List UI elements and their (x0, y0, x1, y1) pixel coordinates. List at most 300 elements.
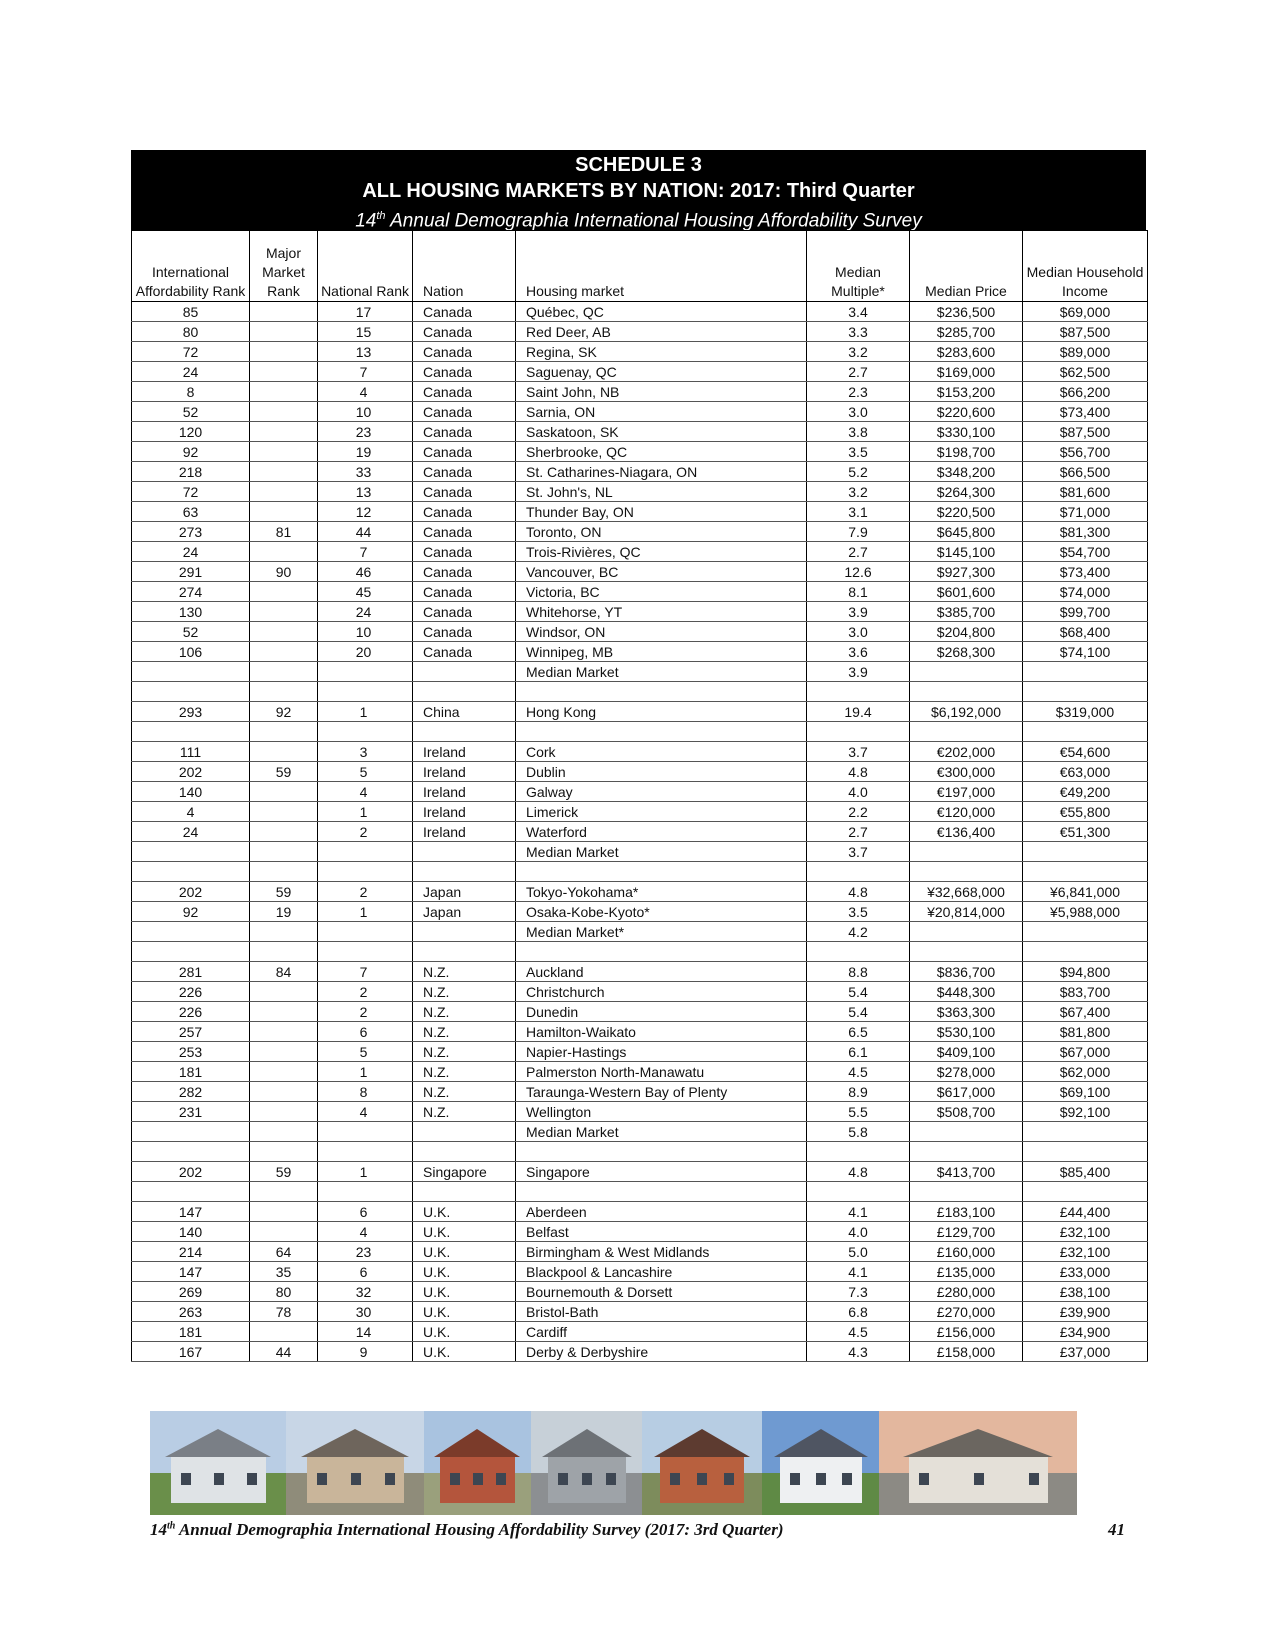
cell-median-multiple: 4.8 (807, 1162, 910, 1182)
table-row (132, 362, 1148, 382)
cell-intl-rank: 291 (132, 562, 250, 582)
cell-median-income: $87,500 (1023, 322, 1148, 342)
cell-national-rank: 46 (318, 562, 413, 582)
cell-median-income: $62,500 (1023, 362, 1148, 382)
cell-nation: Ireland (413, 802, 516, 822)
cell-median-multiple: 4.5 (807, 1322, 910, 1342)
cell-national-rank: 10 (318, 402, 413, 422)
cell-nation: U.K. (413, 1222, 516, 1242)
cell-nation: N.Z. (413, 1022, 516, 1042)
table-row (132, 1302, 1148, 1322)
table-row (132, 942, 1148, 962)
table-row (132, 462, 1148, 482)
cell-median-income: £38,100 (1023, 1282, 1148, 1302)
cell-median-income: £44,400 (1023, 1202, 1148, 1222)
cell-median-income (1023, 1182, 1148, 1202)
cell-housing-market: Galway (516, 782, 807, 802)
cell-nation: N.Z. (413, 1102, 516, 1122)
cell-median-multiple: 4.8 (807, 762, 910, 782)
cell-national-rank: 23 (318, 422, 413, 442)
cell-median-income: €49,200 (1023, 782, 1148, 802)
cell-nation: Canada (413, 362, 516, 382)
cell-median-multiple: 6.8 (807, 1302, 910, 1322)
cell-intl-rank: 8 (132, 382, 250, 402)
cell-median-income: $83,700 (1023, 982, 1148, 1002)
cell-national-rank: 19 (318, 442, 413, 462)
cell-median-income: $67,400 (1023, 1002, 1148, 1022)
cell-nation (413, 862, 516, 882)
cell-major-rank: 59 (250, 1162, 318, 1182)
cell-major-rank (250, 642, 318, 662)
table-row (132, 1262, 1148, 1282)
cell-major-rank: 64 (250, 1242, 318, 1262)
cell-nation: U.K. (413, 1242, 516, 1262)
table-row (132, 422, 1148, 442)
cell-housing-market: Victoria, BC (516, 582, 807, 602)
cell-median-income: $73,400 (1023, 562, 1148, 582)
cell-intl-rank: 214 (132, 1242, 250, 1262)
cell-intl-rank: 257 (132, 1022, 250, 1042)
cell-median-price: €300,000 (910, 762, 1023, 782)
cell-median-income: €55,800 (1023, 802, 1148, 822)
cell-nation: N.Z. (413, 982, 516, 1002)
cell-median-multiple: 6.5 (807, 1022, 910, 1042)
cell-median-price: $363,300 (910, 1002, 1023, 1022)
table-row (132, 642, 1148, 662)
cell-intl-rank: 218 (132, 462, 250, 482)
col-header-intl-rank: International Affordability Rank (132, 231, 250, 302)
cell-median-price: $330,100 (910, 422, 1023, 442)
cell-major-rank (250, 1022, 318, 1042)
cell-median-price: €197,000 (910, 782, 1023, 802)
cell-median-multiple: 8.1 (807, 582, 910, 602)
cell-median-income: €51,300 (1023, 822, 1148, 842)
cell-major-rank (250, 1202, 318, 1222)
cell-national-rank: 10 (318, 622, 413, 642)
table-row (132, 842, 1148, 862)
table-row (132, 782, 1148, 802)
cell-intl-rank: 202 (132, 882, 250, 902)
cell-median-price: £156,000 (910, 1322, 1023, 1342)
cell-major-rank (250, 682, 318, 702)
cell-intl-rank: 147 (132, 1202, 250, 1222)
col-header-major-rank: Major Market Rank (250, 231, 318, 302)
cell-median-price: $508,700 (910, 1102, 1023, 1122)
cell-intl-rank: 85 (132, 302, 250, 322)
cell-housing-market: Wellington (516, 1102, 807, 1122)
cell-median-income (1023, 942, 1148, 962)
cell-median-income: $56,700 (1023, 442, 1148, 462)
cell-median-income: $74,000 (1023, 582, 1148, 602)
cell-nation: N.Z. (413, 1082, 516, 1102)
cell-national-rank: 5 (318, 762, 413, 782)
cell-housing-market: Aberdeen (516, 1202, 807, 1222)
table-row (132, 702, 1148, 722)
cell-nation: Ireland (413, 782, 516, 802)
cell-nation: Canada (413, 602, 516, 622)
cell-median-multiple: 3.3 (807, 322, 910, 342)
cell-median-multiple: 3.7 (807, 842, 910, 862)
cell-median-price: £183,100 (910, 1202, 1023, 1222)
table-row (132, 342, 1148, 362)
table-row (132, 442, 1148, 462)
house-photo-4 (531, 1411, 642, 1515)
cell-median-multiple: 2.3 (807, 382, 910, 402)
cell-intl-rank (132, 942, 250, 962)
cell-median-income (1023, 1122, 1148, 1142)
cell-intl-rank: 226 (132, 1002, 250, 1022)
table-row (132, 322, 1148, 342)
cell-national-rank: 7 (318, 542, 413, 562)
cell-housing-market: Waterford (516, 822, 807, 842)
cell-major-rank (250, 782, 318, 802)
cell-median-multiple: 3.9 (807, 602, 910, 622)
cell-intl-rank: 202 (132, 1162, 250, 1182)
cell-major-rank (250, 402, 318, 422)
cell-national-rank: 1 (318, 1162, 413, 1182)
cell-major-rank (250, 342, 318, 362)
cell-housing-market: Belfast (516, 1222, 807, 1242)
cell-median-multiple: 5.8 (807, 1122, 910, 1142)
cell-nation: Canada (413, 622, 516, 642)
survey-title (131, 204, 1146, 233)
cell-national-rank: 6 (318, 1262, 413, 1282)
cell-national-rank: 45 (318, 582, 413, 602)
house-photo-1 (150, 1411, 286, 1515)
cell-national-rank: 7 (318, 962, 413, 982)
cell-housing-market: Napier-Hastings (516, 1042, 807, 1062)
cell-median-price: $927,300 (910, 562, 1023, 582)
cell-median-income (1023, 922, 1148, 942)
cell-major-rank: 92 (250, 702, 318, 722)
cell-nation: U.K. (413, 1262, 516, 1282)
cell-median-price: ¥20,814,000 (910, 902, 1023, 922)
cell-nation: Canada (413, 422, 516, 442)
survey-title-rest: Annual Demographia International Housing Affordability Survey (385, 210, 922, 232)
cell-nation (413, 1182, 516, 1202)
cell-median-multiple (807, 862, 910, 882)
cell-intl-rank: 253 (132, 1042, 250, 1062)
house-photo-2 (286, 1411, 424, 1515)
cell-intl-rank: 140 (132, 1222, 250, 1242)
cell-median-price: £280,000 (910, 1282, 1023, 1302)
cell-national-rank: 2 (318, 822, 413, 842)
cell-median-income: €63,000 (1023, 762, 1148, 782)
cell-major-rank (250, 582, 318, 602)
cell-median-price: £270,000 (910, 1302, 1023, 1322)
cell-nation: N.Z. (413, 1002, 516, 1022)
cell-national-rank (318, 1182, 413, 1202)
cell-median-multiple: 3.5 (807, 902, 910, 922)
cell-median-price (910, 942, 1023, 962)
cell-housing-market: Toronto, ON (516, 522, 807, 542)
cell-median-income: $73,400 (1023, 402, 1148, 422)
cell-nation (413, 922, 516, 942)
house-photo-7 (879, 1411, 1077, 1515)
cell-median-price: $413,700 (910, 1162, 1023, 1182)
cell-housing-market (516, 682, 807, 702)
cell-intl-rank: 167 (132, 1342, 250, 1362)
cell-major-rank (250, 462, 318, 482)
cell-median-income (1023, 862, 1148, 882)
cell-major-rank (250, 1142, 318, 1162)
cell-housing-market: Bournemouth & Dorsett (516, 1282, 807, 1302)
cell-nation (413, 1122, 516, 1142)
cell-major-rank (250, 482, 318, 502)
cell-housing-market: Hong Kong (516, 702, 807, 722)
cell-intl-rank: 282 (132, 1082, 250, 1102)
cell-housing-market: Bristol-Bath (516, 1302, 807, 1322)
cell-major-rank (250, 422, 318, 442)
cell-major-rank: 19 (250, 902, 318, 922)
cell-housing-market: Whitehorse, YT (516, 602, 807, 622)
cell-median-multiple: 4.0 (807, 1222, 910, 1242)
cell-national-rank (318, 842, 413, 862)
table-row (132, 522, 1148, 542)
cell-intl-rank: 273 (132, 522, 250, 542)
cell-national-rank: 4 (318, 382, 413, 402)
cell-median-price: ¥32,668,000 (910, 882, 1023, 902)
table-row (132, 962, 1148, 982)
cell-median-multiple: 5.0 (807, 1242, 910, 1262)
table-row (132, 562, 1148, 582)
cell-national-rank: 33 (318, 462, 413, 482)
cell-median-income: $67,000 (1023, 1042, 1148, 1062)
cell-median-income: $94,800 (1023, 962, 1148, 982)
cell-median-multiple: 3.1 (807, 502, 910, 522)
table-row (132, 1162, 1148, 1182)
cell-major-rank (250, 362, 318, 382)
cell-intl-rank: 281 (132, 962, 250, 982)
cell-nation: Canada (413, 402, 516, 422)
col-header-nation: Nation (413, 231, 516, 302)
cell-housing-market: Sherbrooke, QC (516, 442, 807, 462)
cell-nation: Canada (413, 342, 516, 362)
table-row (132, 802, 1148, 822)
cell-nation: Ireland (413, 822, 516, 842)
cell-intl-rank: 202 (132, 762, 250, 782)
cell-national-rank: 6 (318, 1022, 413, 1042)
cell-housing-market: Regina, SK (516, 342, 807, 362)
cell-intl-rank: 80 (132, 322, 250, 342)
cell-major-rank (250, 1222, 318, 1242)
cell-nation: Canada (413, 502, 516, 522)
cell-nation: U.K. (413, 1342, 516, 1362)
cell-housing-market: Vancouver, BC (516, 562, 807, 582)
cell-national-rank: 4 (318, 1102, 413, 1122)
cell-median-multiple: 4.1 (807, 1262, 910, 1282)
cell-median-income: $319,000 (1023, 702, 1148, 722)
schedule-subtitle: ALL HOUSING MARKETS BY NATION: 2017: Third Quarter (362, 180, 915, 202)
cell-median-multiple: 5.4 (807, 1002, 910, 1022)
cell-nation: Canada (413, 582, 516, 602)
cell-median-price: $836,700 (910, 962, 1023, 982)
survey-title-sup: th (376, 210, 386, 222)
cell-housing-market: Sarnia, ON (516, 402, 807, 422)
table-row (132, 1222, 1148, 1242)
cell-nation: Canada (413, 382, 516, 402)
cell-nation: Japan (413, 902, 516, 922)
cell-housing-market: Dublin (516, 762, 807, 782)
cell-intl-rank: 274 (132, 582, 250, 602)
cell-nation: Canada (413, 482, 516, 502)
cell-major-rank (250, 842, 318, 862)
cell-major-rank: 78 (250, 1302, 318, 1322)
cell-housing-market: Limerick (516, 802, 807, 822)
cell-major-rank: 90 (250, 562, 318, 582)
cell-intl-rank: 181 (132, 1322, 250, 1342)
cell-median-income: £34,900 (1023, 1322, 1148, 1342)
cell-major-rank (250, 942, 318, 962)
footer-ordinal: 14 (150, 1520, 167, 1539)
table-row (132, 762, 1148, 782)
cell-median-multiple: 6.1 (807, 1042, 910, 1062)
cell-median-price: $278,000 (910, 1062, 1023, 1082)
cell-nation: Canada (413, 462, 516, 482)
cell-major-rank: 35 (250, 1262, 318, 1282)
cell-median-price (910, 1182, 1023, 1202)
cell-median-multiple (807, 722, 910, 742)
cell-median-multiple: 5.4 (807, 982, 910, 1002)
cell-major-rank: 81 (250, 522, 318, 542)
cell-housing-market: Saint John, NB (516, 382, 807, 402)
cell-national-rank (318, 662, 413, 682)
cell-national-rank: 30 (318, 1302, 413, 1322)
cell-national-rank (318, 862, 413, 882)
cell-major-rank (250, 1042, 318, 1062)
cell-median-multiple: 3.2 (807, 342, 910, 362)
cell-intl-rank (132, 842, 250, 862)
cell-national-rank: 1 (318, 702, 413, 722)
footer-title (150, 1520, 784, 1539)
cell-national-rank: 13 (318, 482, 413, 502)
cell-intl-rank (132, 862, 250, 882)
cell-national-rank: 2 (318, 982, 413, 1002)
table-row (132, 1322, 1148, 1342)
cell-major-rank (250, 542, 318, 562)
cell-major-rank (250, 662, 318, 682)
cell-housing-market: Québec, QC (516, 302, 807, 322)
cell-nation: Canada (413, 302, 516, 322)
cell-median-income (1023, 682, 1148, 702)
cell-housing-market: Dunedin (516, 1002, 807, 1022)
cell-median-multiple: 4.2 (807, 922, 910, 942)
cell-intl-rank (132, 1182, 250, 1202)
cell-median-price: $285,700 (910, 322, 1023, 342)
cell-intl-rank: 231 (132, 1102, 250, 1122)
cell-median-price: $145,100 (910, 542, 1023, 562)
cell-housing-market: Hamilton-Waikato (516, 1022, 807, 1042)
cell-median-multiple: 4.0 (807, 782, 910, 802)
cell-median-price: $448,300 (910, 982, 1023, 1002)
cell-median-income: ¥6,841,000 (1023, 882, 1148, 902)
cell-median-income: $87,500 (1023, 422, 1148, 442)
table-row (132, 1042, 1148, 1062)
cell-nation (413, 722, 516, 742)
cell-intl-rank: 92 (132, 442, 250, 462)
cell-housing-market: Taraunga-Western Bay of Plenty (516, 1082, 807, 1102)
cell-median-multiple: 8.9 (807, 1082, 910, 1102)
cell-national-rank (318, 1142, 413, 1162)
cell-median-price (910, 682, 1023, 702)
cell-median-price (910, 862, 1023, 882)
cell-housing-market: Birmingham & West Midlands (516, 1242, 807, 1262)
cell-median-multiple: 3.6 (807, 642, 910, 662)
cell-median-price: $198,700 (910, 442, 1023, 462)
cell-median-multiple: 5.5 (807, 1102, 910, 1122)
cell-median-income: $69,000 (1023, 302, 1148, 322)
col-header-national-rank: National Rank (318, 231, 413, 302)
cell-intl-rank: 106 (132, 642, 250, 662)
cell-median-income: £39,900 (1023, 1302, 1148, 1322)
cell-median-price: $204,800 (910, 622, 1023, 642)
cell-national-rank: 14 (318, 1322, 413, 1342)
cell-national-rank: 9 (318, 1342, 413, 1362)
cell-nation: U.K. (413, 1282, 516, 1302)
table-row (132, 902, 1148, 922)
survey-title-ordinal: 14 (355, 210, 377, 232)
cell-median-income: $81,600 (1023, 482, 1148, 502)
cell-median-income: $74,100 (1023, 642, 1148, 662)
cell-housing-market: Median Market (516, 842, 807, 862)
cell-intl-rank: 130 (132, 602, 250, 622)
col-header-median-income: Median Household Income (1023, 231, 1148, 302)
footer-rest: Annual Demographia International Housing Affordability Survey (2017: 3rd Quarter) (175, 1520, 784, 1539)
cell-intl-rank: 24 (132, 362, 250, 382)
cell-median-income: £33,000 (1023, 1262, 1148, 1282)
cell-intl-rank: 181 (132, 1062, 250, 1082)
cell-median-price: $220,500 (910, 502, 1023, 522)
cell-median-multiple: 3.9 (807, 662, 910, 682)
cell-major-rank (250, 742, 318, 762)
cell-nation: Canada (413, 322, 516, 342)
cell-median-multiple: 2.7 (807, 542, 910, 562)
cell-median-price: £158,000 (910, 1342, 1023, 1362)
cell-housing-market: Palmerston North-Manawatu (516, 1062, 807, 1082)
table-row (132, 1242, 1148, 1262)
cell-major-rank (250, 622, 318, 642)
cell-major-rank: 59 (250, 762, 318, 782)
cell-major-rank (250, 1102, 318, 1122)
cell-median-price: $268,300 (910, 642, 1023, 662)
cell-housing-market (516, 942, 807, 962)
cell-median-price: £160,000 (910, 1242, 1023, 1262)
cell-major-rank (250, 822, 318, 842)
cell-major-rank (250, 722, 318, 742)
col-header-median-price: Median Price (910, 231, 1023, 302)
cell-median-income: $62,000 (1023, 1062, 1148, 1082)
cell-median-price: $617,000 (910, 1082, 1023, 1102)
cell-major-rank: 59 (250, 882, 318, 902)
table-row (132, 822, 1148, 842)
cell-median-income: £37,000 (1023, 1342, 1148, 1362)
table-row (132, 1062, 1148, 1082)
cell-national-rank (318, 942, 413, 962)
cell-intl-rank: 24 (132, 822, 250, 842)
table-row (132, 302, 1148, 322)
cell-national-rank: 4 (318, 782, 413, 802)
cell-housing-market: Trois-Rivières, QC (516, 542, 807, 562)
cell-national-rank: 15 (318, 322, 413, 342)
cell-housing-market: Median Market* (516, 922, 807, 942)
housing-markets-table (131, 230, 1148, 1362)
col-header-median-multiple: Median Multiple* (807, 231, 910, 302)
cell-intl-rank: 72 (132, 482, 250, 502)
table-row (132, 382, 1148, 402)
cell-median-multiple: 2.7 (807, 362, 910, 382)
cell-median-multiple: 12.6 (807, 562, 910, 582)
cell-housing-market: Cardiff (516, 1322, 807, 1342)
